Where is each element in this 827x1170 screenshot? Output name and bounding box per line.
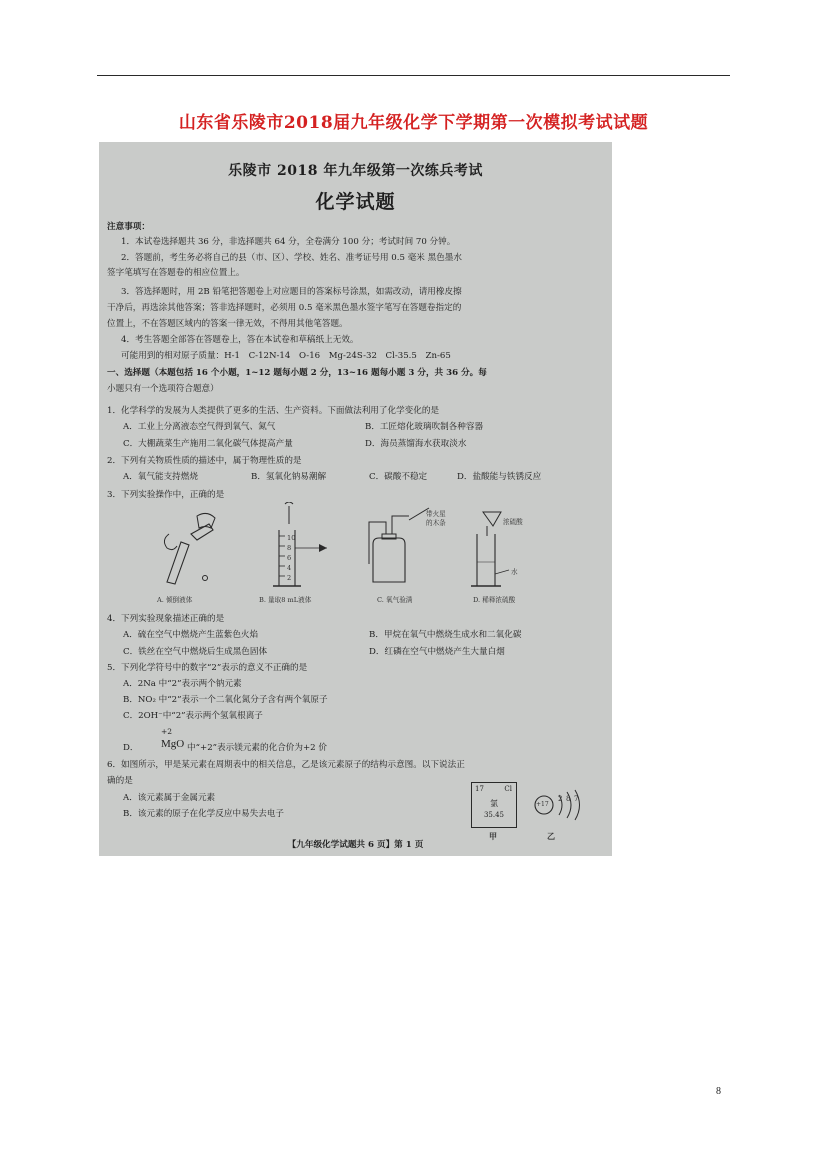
pouring-liquid-figure xyxy=(139,504,229,589)
exam-subject-title: 化学试题 xyxy=(315,191,396,213)
question-4-stem: 4．下列实验现象描述正确的是 xyxy=(107,614,225,624)
q4-option-a: A．硫在空气中燃烧产生蓝紫色火焰 xyxy=(123,630,259,640)
figure-c-label: C. 氧气验满 xyxy=(377,596,413,604)
figure-d-water: 水 xyxy=(511,568,518,576)
q6-option-b: B．该元素的原子在化学反应中易失去电子 xyxy=(123,809,285,819)
figure-d-acid: 浓硫酸 xyxy=(503,518,523,526)
q5-option-d: 中“+2”表示镁元素的化合价为+2 价 xyxy=(187,743,327,753)
figure-a-label: A. 倾倒液体 xyxy=(157,596,193,604)
notice-line: 签字笔填写在答题卷的相应位置上。 xyxy=(107,268,245,278)
q2-option-d: D．盐酸能与铁锈反应 xyxy=(457,472,542,482)
label-yi: 乙 xyxy=(547,831,555,841)
atomic-mass-line: 可能用到的相对原子质量：H-1 C-12N-14 O-16 Mg-24S-32 Cl-35.5 Zn-65 xyxy=(121,351,451,361)
notice-line: 2．答题前，考生务必将自己的县（市、区）、学校、姓名、准考证号用 0.5 毫米 黑色墨水 xyxy=(121,253,463,263)
notice-line: 位置上，不在答题区域内的答案一律无效，不得用其他笔答题。 xyxy=(107,319,348,329)
cylinder-tick-label: 6 xyxy=(287,554,292,562)
q5-option-d-letter: D． xyxy=(123,743,139,753)
exam-header: 乐陵市 2018 年九年级第一次练兵考试 xyxy=(228,163,483,179)
atomic-mass: 35.45 xyxy=(483,811,505,819)
exam-footer: 【九年级化学试题共 6 页】第 1 页 xyxy=(287,840,424,850)
question-5-stem: 5．下列化学符号中的数字“2”表示的意义不正确的是 xyxy=(107,663,308,673)
q2-option-c: C．碳酸不稳定 xyxy=(369,472,428,482)
q1-option-b: B．工匠熔化玻璃吹制各种容器 xyxy=(365,422,484,432)
figure-c-note: 带火星 xyxy=(426,510,446,518)
cylinder-tick-label: 4 xyxy=(287,564,292,572)
q1-option-c: C．大棚蔬菜生产施用二氧化碳气体提高产量 xyxy=(123,439,293,449)
notice-line: 3．答选择题时，用 2B 铅笔把答题卷上对应题目的答案标号涂黑，如需改动，请用橡皮擦 xyxy=(121,287,462,297)
question-2-stem: 2．下列有关物质性质的描述中，属于物理性质的是 xyxy=(107,456,302,466)
notice-line: 1．本试卷选择题共 36 分，非选择题共 64 分，全卷满分 100 分；考试时间 70 分钟。 xyxy=(121,237,456,247)
cylinder-tick-label: 8 xyxy=(287,544,292,552)
figure-c-note: 的木条 xyxy=(426,519,446,527)
notice-line: 4．考生答题全部答在答题卷上，答在本试卷和草稿纸上无效。 xyxy=(121,335,359,345)
figure-d-label: D. 稀释浓硫酸 xyxy=(473,596,516,604)
periodic-table-cell xyxy=(471,782,517,828)
electron-shell: 8 xyxy=(566,795,571,803)
q5-option-c: C．2OH⁻中“2”表示两个氢氧根离子 xyxy=(123,711,263,721)
q5-option-a: A．2Na 中“2”表示两个钠元素 xyxy=(123,679,242,689)
element-symbol: Cl xyxy=(504,785,512,793)
q4-option-d: D．红磷在空气中燃烧产生大量白烟 xyxy=(369,647,505,657)
q4-option-b: B．甲烷在氧气中燃烧生成水和二氧化碳 xyxy=(369,630,522,640)
scanned-exam-page xyxy=(99,142,612,856)
q1-option-a: A．工业上分离液态空气得到氧气、氮气 xyxy=(123,422,276,432)
q5-charge-mark: +2 xyxy=(161,727,173,736)
question-6-stem-cont: 确的是 xyxy=(107,776,133,786)
notice-line: 干净后，再选涂其他答案；答非选择题时，必须用 0.5 毫米黑色墨水签字笔写在答题卷指定的 xyxy=(107,303,462,313)
q5-option-d-symbol: MgO xyxy=(161,738,185,750)
q6-option-a: A．该元素属于金属元素 xyxy=(123,793,216,803)
question-1-stem: 1．化学科学的发展为人类提供了更多的生活、生产资料。下面做法利用了化学变化的是 xyxy=(107,406,440,416)
element-name: 氯 xyxy=(490,799,498,808)
cylinder-tick-label: 2 xyxy=(287,574,292,582)
header-rule xyxy=(97,75,730,76)
q5-option-b: B．NO₂ 中“2”表示一个二氧化氮分子含有两个氧原子 xyxy=(123,695,328,705)
question-3-stem: 3．下列实验操作中，正确的是 xyxy=(107,490,225,500)
graduated-cylinder-figure xyxy=(251,502,341,592)
electron-shell: 7 xyxy=(574,795,579,803)
cylinder-tick-label: 10 xyxy=(287,534,296,542)
notice-title: 注意事项： xyxy=(107,222,150,232)
q1-option-d: D．海员蒸馏海水获取淡水 xyxy=(365,439,467,449)
section1-heading-cont: 小题只有一个选项符合题意） xyxy=(107,384,219,394)
document-title: 山东省乐陵市2018届九年级化学下学期第一次模拟考试试题 xyxy=(178,113,649,133)
electron-shell: 2 xyxy=(558,795,563,803)
q2-option-a: A．氧气能支持燃烧 xyxy=(123,472,198,482)
section1-heading: 一、选择题（本题包括 16 个小题，1~12 题每小题 2 分，13~16 题每小题 3 分，共 36 分。每 xyxy=(107,368,487,378)
figure-b-label: B. 量取8 mL液体 xyxy=(259,596,312,604)
page-number: 8 xyxy=(716,1086,721,1097)
q2-option-b: B．氢氧化钠易潮解 xyxy=(251,472,327,482)
question-6-stem: 6．如图所示，甲是某元素在周期表中的相关信息，乙是该元素原子的结构示意图。以下说法正 xyxy=(107,760,465,770)
nucleus-charge: +17 xyxy=(536,801,549,808)
atomic-number: 17 xyxy=(475,785,484,793)
label-jia: 甲 xyxy=(489,831,497,841)
q4-option-c: C．铁丝在空气中燃烧后生成黑色固体 xyxy=(123,647,268,657)
